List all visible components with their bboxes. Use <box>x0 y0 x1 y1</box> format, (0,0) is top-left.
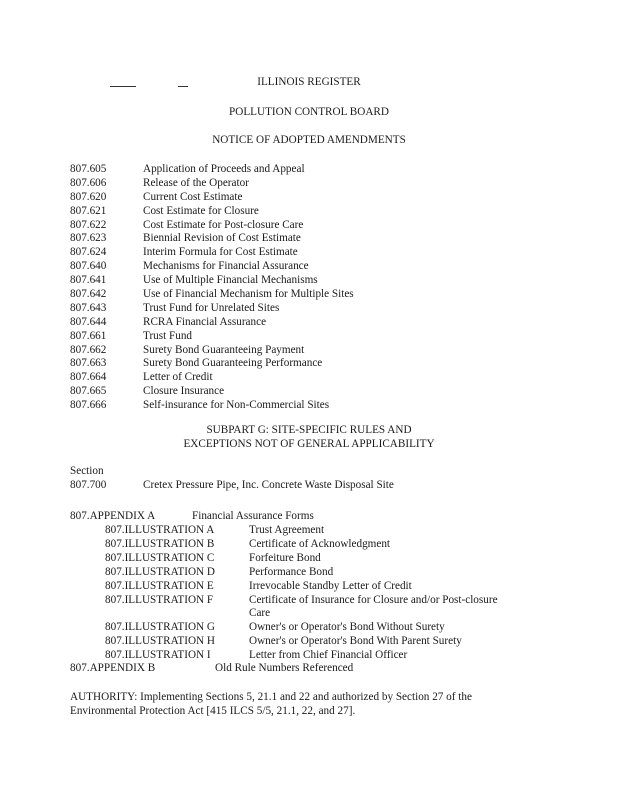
illustration-number: 807.ILLUSTRATION B <box>105 537 215 550</box>
section-row <box>70 316 354 330</box>
section-title: Use of Financial Mechanism for Multiple Sites <box>143 288 354 301</box>
section-title: Use of Multiple Financial Mechanisms <box>143 274 318 287</box>
illustration-title: Owner's or Operator's Bond With Parent Surety <box>249 635 462 648</box>
section-number: 807.661 <box>70 329 107 342</box>
illustration-title: Trust Agreement <box>249 524 325 536</box>
section-number: 807.643 <box>70 301 107 314</box>
illustration-row <box>105 524 519 538</box>
illustration-number: 807.ILLUSTRATION E <box>105 579 214 592</box>
section-number: 807.606 <box>70 176 107 189</box>
section-row <box>70 302 354 316</box>
section-title: Cretex Pressure Pipe, Inc. Concrete Waste Disposal Site <box>143 478 394 491</box>
section-title: Cost Estimate for Closure <box>143 204 259 217</box>
section-row <box>70 288 354 302</box>
section-title: Current Cost Estimate <box>143 190 243 203</box>
section-list <box>70 163 354 413</box>
section-label: Section <box>70 465 104 477</box>
section-title: Surety Bond Guaranteeing Performance <box>143 357 323 370</box>
illustration-title: Owner's or Operator's Bond Without Surety <box>249 621 445 634</box>
section-number: 807.624 <box>70 246 107 259</box>
illustration-row <box>105 538 519 552</box>
register-title: ILLINOIS REGISTER <box>257 76 361 88</box>
section-title: Interim Formula for Cost Estimate <box>143 246 298 259</box>
section-row <box>70 330 354 344</box>
section-number: 807.662 <box>70 343 107 356</box>
board-title: POLLUTION CONTROL BOARD <box>229 106 389 118</box>
section-number: 807.621 <box>70 204 107 217</box>
illustration-title: Certificate of Acknowledgment <box>249 537 391 550</box>
subpart-line-1: SUBPART G: SITE-SPECIFIC RULES AND <box>206 424 412 436</box>
section-row <box>70 479 394 493</box>
section-title: Biennial Revision of Cost Estimate <box>143 232 301 245</box>
section-title: Closure Insurance <box>143 385 225 398</box>
section-number: 807.666 <box>70 399 107 412</box>
illustration-title: Performance Bond <box>249 565 334 578</box>
illustration-title: Forfeiture Bond <box>249 551 321 564</box>
illustration-number: 807.ILLUSTRATION H <box>105 635 215 648</box>
section-title: Application of Proceeds and Appeal <box>143 163 305 175</box>
illustration-row <box>105 635 519 649</box>
section-row <box>70 205 354 219</box>
section-number: 807.700 <box>70 478 107 491</box>
subpart-heading <box>0 424 618 452</box>
illustration-number: 807.ILLUSTRATION F <box>105 593 214 606</box>
section-number: 807.623 <box>70 232 107 245</box>
section-title: Release of the Operator <box>143 176 249 189</box>
appendix-a-number: 807.APPENDIX A <box>70 510 156 522</box>
section-number: 807.644 <box>70 315 107 328</box>
section-row <box>70 399 354 413</box>
section-row <box>70 385 354 399</box>
section-title: Cost Estimate for Post-closure Care <box>143 218 304 231</box>
section-title: Surety Bond Guaranteeing Payment <box>143 343 305 356</box>
section-title: RCRA Financial Assurance <box>143 315 267 328</box>
appendix-b-row <box>70 662 353 676</box>
illustration-list <box>105 524 519 663</box>
appendix-b-title: Old Rule Numbers Referenced <box>215 662 354 674</box>
section-number: 807.641 <box>70 274 107 287</box>
section-row <box>70 371 354 385</box>
section-title: Trust Fund for Unrelated Sites <box>143 301 280 314</box>
section-number: 807.605 <box>70 163 107 175</box>
illustration-row <box>105 649 519 663</box>
section-row <box>70 177 354 191</box>
illustration-title: Irrevocable Standby Letter of Credit <box>249 579 412 592</box>
section-number: 807.640 <box>70 260 107 273</box>
section-number: 807.622 <box>70 218 107 231</box>
section-title: Trust Fund <box>143 329 193 342</box>
section-row <box>70 274 354 288</box>
section-number: 807.663 <box>70 357 107 370</box>
illustration-number: 807.ILLUSTRATION A <box>105 524 215 536</box>
section-row <box>70 357 354 371</box>
subpart-line-2: EXCEPTIONS NOT OF GENERAL APPLICABILITY <box>183 437 435 450</box>
illustration-row <box>105 594 519 622</box>
notice-title: NOTICE OF ADOPTED AMENDMENTS <box>212 134 406 146</box>
section-row <box>70 191 354 205</box>
section-block <box>70 465 394 493</box>
section-number: 807.620 <box>70 190 107 203</box>
illustration-number: 807.ILLUSTRATION C <box>105 551 215 564</box>
section-number: 807.642 <box>70 288 107 301</box>
section-number: 807.665 <box>70 385 107 398</box>
appendix-a-row <box>70 510 314 524</box>
section-row <box>70 219 354 233</box>
illustration-row <box>105 621 519 635</box>
appendix-a-title: Financial Assurance Forms <box>192 510 314 522</box>
section-row <box>70 344 354 358</box>
authority-note: AUTHORITY: Implementing Sections 5, 21.1 and 22 and authorized by Section 27 of the Environmental Protection Act [415 ILCS 5/5, 21.1, 22, and 27]. <box>70 691 472 717</box>
illustration-title: Letter from Chief Financial Officer <box>249 649 408 662</box>
section-number: 807.664 <box>70 371 107 384</box>
section-row <box>70 163 354 177</box>
illustration-row <box>105 580 519 594</box>
section-title: Self-insurance for Non-Commercial Sites <box>143 399 330 412</box>
illustration-row <box>105 552 519 566</box>
section-row <box>70 246 354 260</box>
section-row <box>70 260 354 274</box>
illustration-row <box>105 566 519 580</box>
section-title: Mechanisms for Financial Assurance <box>143 260 309 273</box>
illustration-title: Certificate of Insurance for Closure and/or Post-closure Care <box>249 593 498 620</box>
illustration-number: 807.ILLUSTRATION D <box>105 565 215 578</box>
illustration-number: 807.ILLUSTRATION I <box>105 649 211 662</box>
section-title: Letter of Credit <box>143 371 213 384</box>
illustration-number: 807.ILLUSTRATION G <box>105 621 215 634</box>
appendix-b-number: 807.APPENDIX B <box>70 662 156 674</box>
section-row <box>70 232 354 246</box>
